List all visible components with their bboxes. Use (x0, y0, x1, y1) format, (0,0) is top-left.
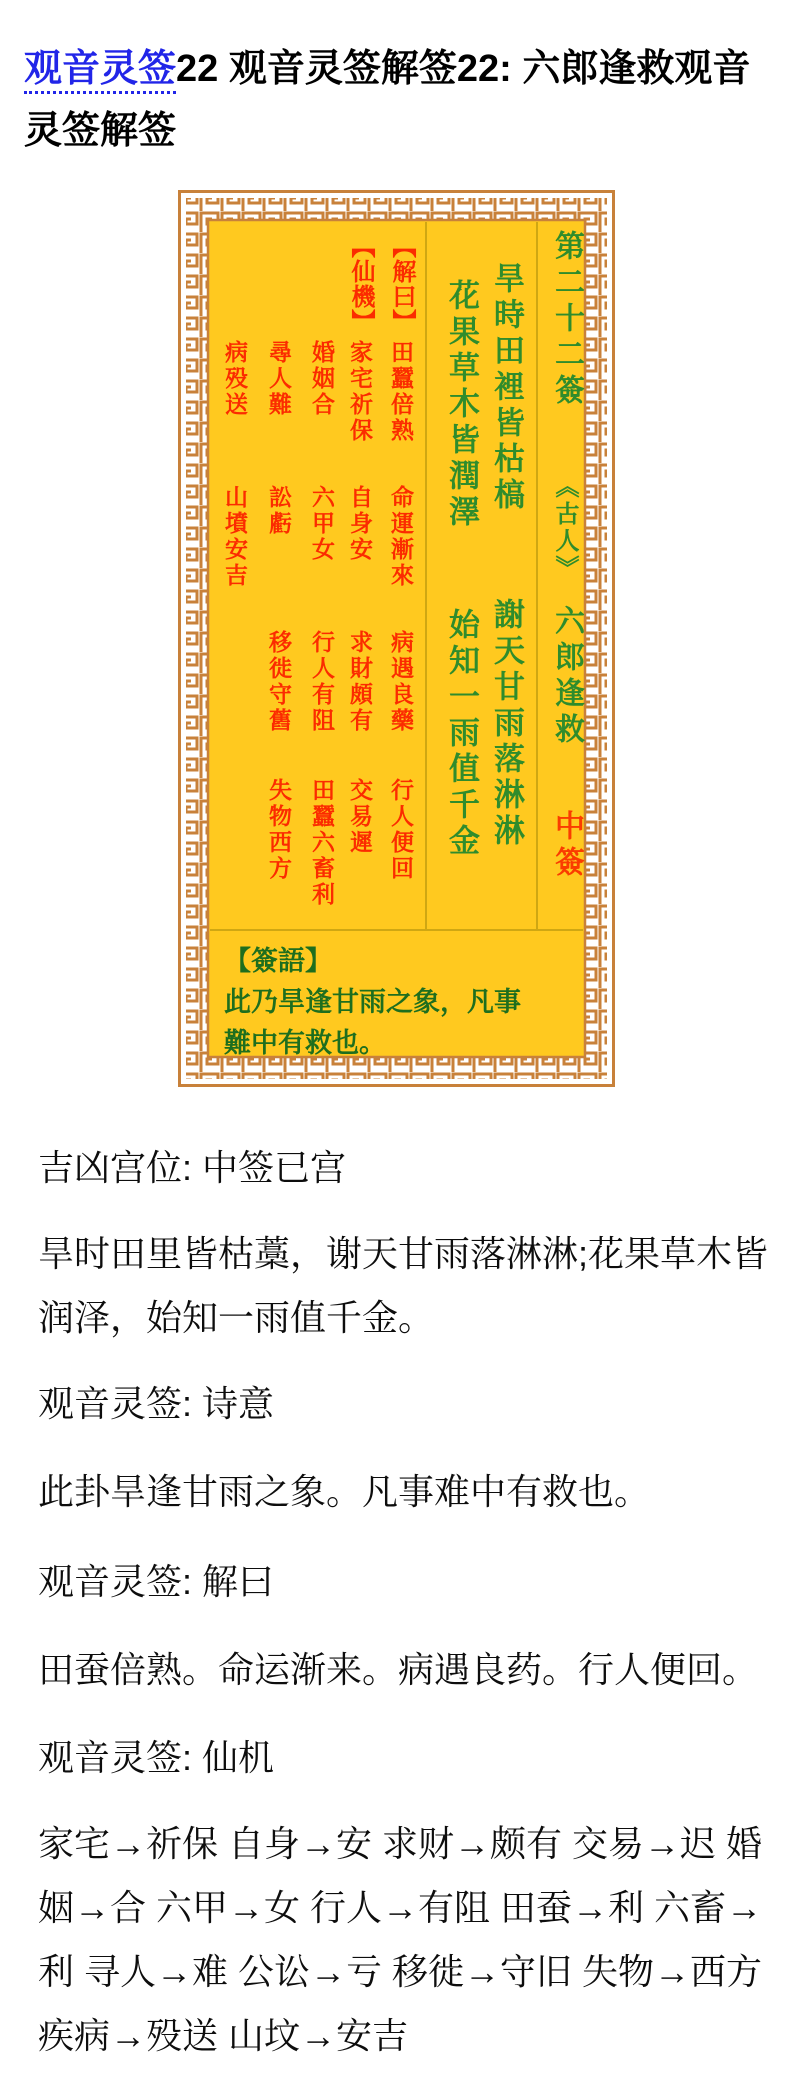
xianji-item: 家宅祈保 (347, 340, 373, 444)
xianji-item: 行人有阻 (309, 630, 335, 734)
poem-line-1: 旱時田裡皆枯槁 (489, 262, 524, 514)
card-divider-vertical-2 (536, 222, 538, 929)
paragraph-shiyi-text: 此卦旱逢甘雨之象。凡事难中有救也。 (38, 1471, 651, 1512)
xianji-item: 求財頗有 (347, 630, 373, 734)
poem-line-2: 謝天甘雨落淋淋 (489, 598, 524, 850)
xianji-item: 尋人難 (266, 340, 292, 418)
qianyu-text-line: 此乃旱逢甘雨之象，凡事 (224, 987, 521, 1017)
poem-line-3: 花果草木皆潤澤 (444, 279, 479, 531)
jieyue-item: 行人便回 (388, 778, 414, 882)
qianyu-header: 【簽語】 (224, 946, 332, 976)
paragraph-jieyue-text: 田蚕倍熟。命运渐来。病遇良药。行人便回。 (38, 1649, 759, 1690)
xianji-item: 山墳安吉 (222, 485, 248, 589)
paragraph-sign-poem: 旱时田里皆枯藁，谢天甘雨落淋淋;花果草木皆润泽，始知一雨值千金。 (38, 1233, 769, 1338)
xianji-item: 病殁送 (222, 340, 248, 418)
xianji-header: 【仙機】 (347, 234, 374, 334)
xianji-item: 六甲女 (309, 485, 335, 563)
page-title (24, 38, 774, 162)
xianji-item: 移徙守舊 (266, 630, 292, 734)
sign-number-vertical: 第二十二簽 (550, 230, 583, 410)
page-title-rest: 22 观音灵签解签22: 六郎逢救观音灵签解签 (24, 48, 751, 152)
card-interior (210, 222, 583, 1058)
xianji-item: 自身安 (347, 485, 373, 563)
section-label-shiyi: 观音灵签: 诗意 (38, 1383, 275, 1424)
fortune-sign-card (178, 190, 615, 1087)
xianji-item: 婚姻合 (309, 340, 335, 418)
guanyin-lingqian-link[interactable]: 观音灵签 (24, 48, 176, 94)
section-label-jieyue: 观音灵签: 解曰 (38, 1561, 275, 1602)
guren-label-vertical: 《古人》 (551, 474, 578, 582)
sign-grade-vertical: 中簽 (550, 810, 583, 882)
card-divider-horizontal (210, 929, 583, 931)
jieyue-item: 病遇良藥 (388, 630, 414, 734)
section-label-xianji: 观音灵签: 仙机 (38, 1737, 275, 1778)
qianyu-text-line: 難中有救也。 (224, 1028, 386, 1058)
jieyue-item: 田蠶倍熟 (388, 340, 414, 444)
paragraph-xianji-text: 家宅→祈保 自身→安 求财→颇有 交易→迟 婚姻→合 六甲→女 行人→有阻 田蚕→利 六畜→利 寻人→难 公讼→亏 移徙→守旧 失物→西方 疾病→殁送 山坟→安吉 (38, 1823, 763, 2056)
paragraph-luck-palace: 吉凶宫位: 中签已宫 (38, 1147, 347, 1188)
qianyu-section (224, 941, 569, 1064)
xianji-item: 訟虧 (266, 485, 292, 537)
jieyue-item: 命運漸來 (388, 485, 414, 589)
jieyue-header: 【解曰】 (388, 234, 415, 334)
poem-line-4: 始知一雨值千金 (444, 608, 479, 860)
sign-name-vertical: 六郎逢救 (550, 605, 583, 749)
card-divider-vertical-1 (425, 222, 427, 929)
xianji-item: 交易遲 (347, 778, 373, 856)
xianji-item: 田蠶六畜利 (309, 778, 335, 908)
xianji-item: 失物西方 (266, 778, 292, 882)
